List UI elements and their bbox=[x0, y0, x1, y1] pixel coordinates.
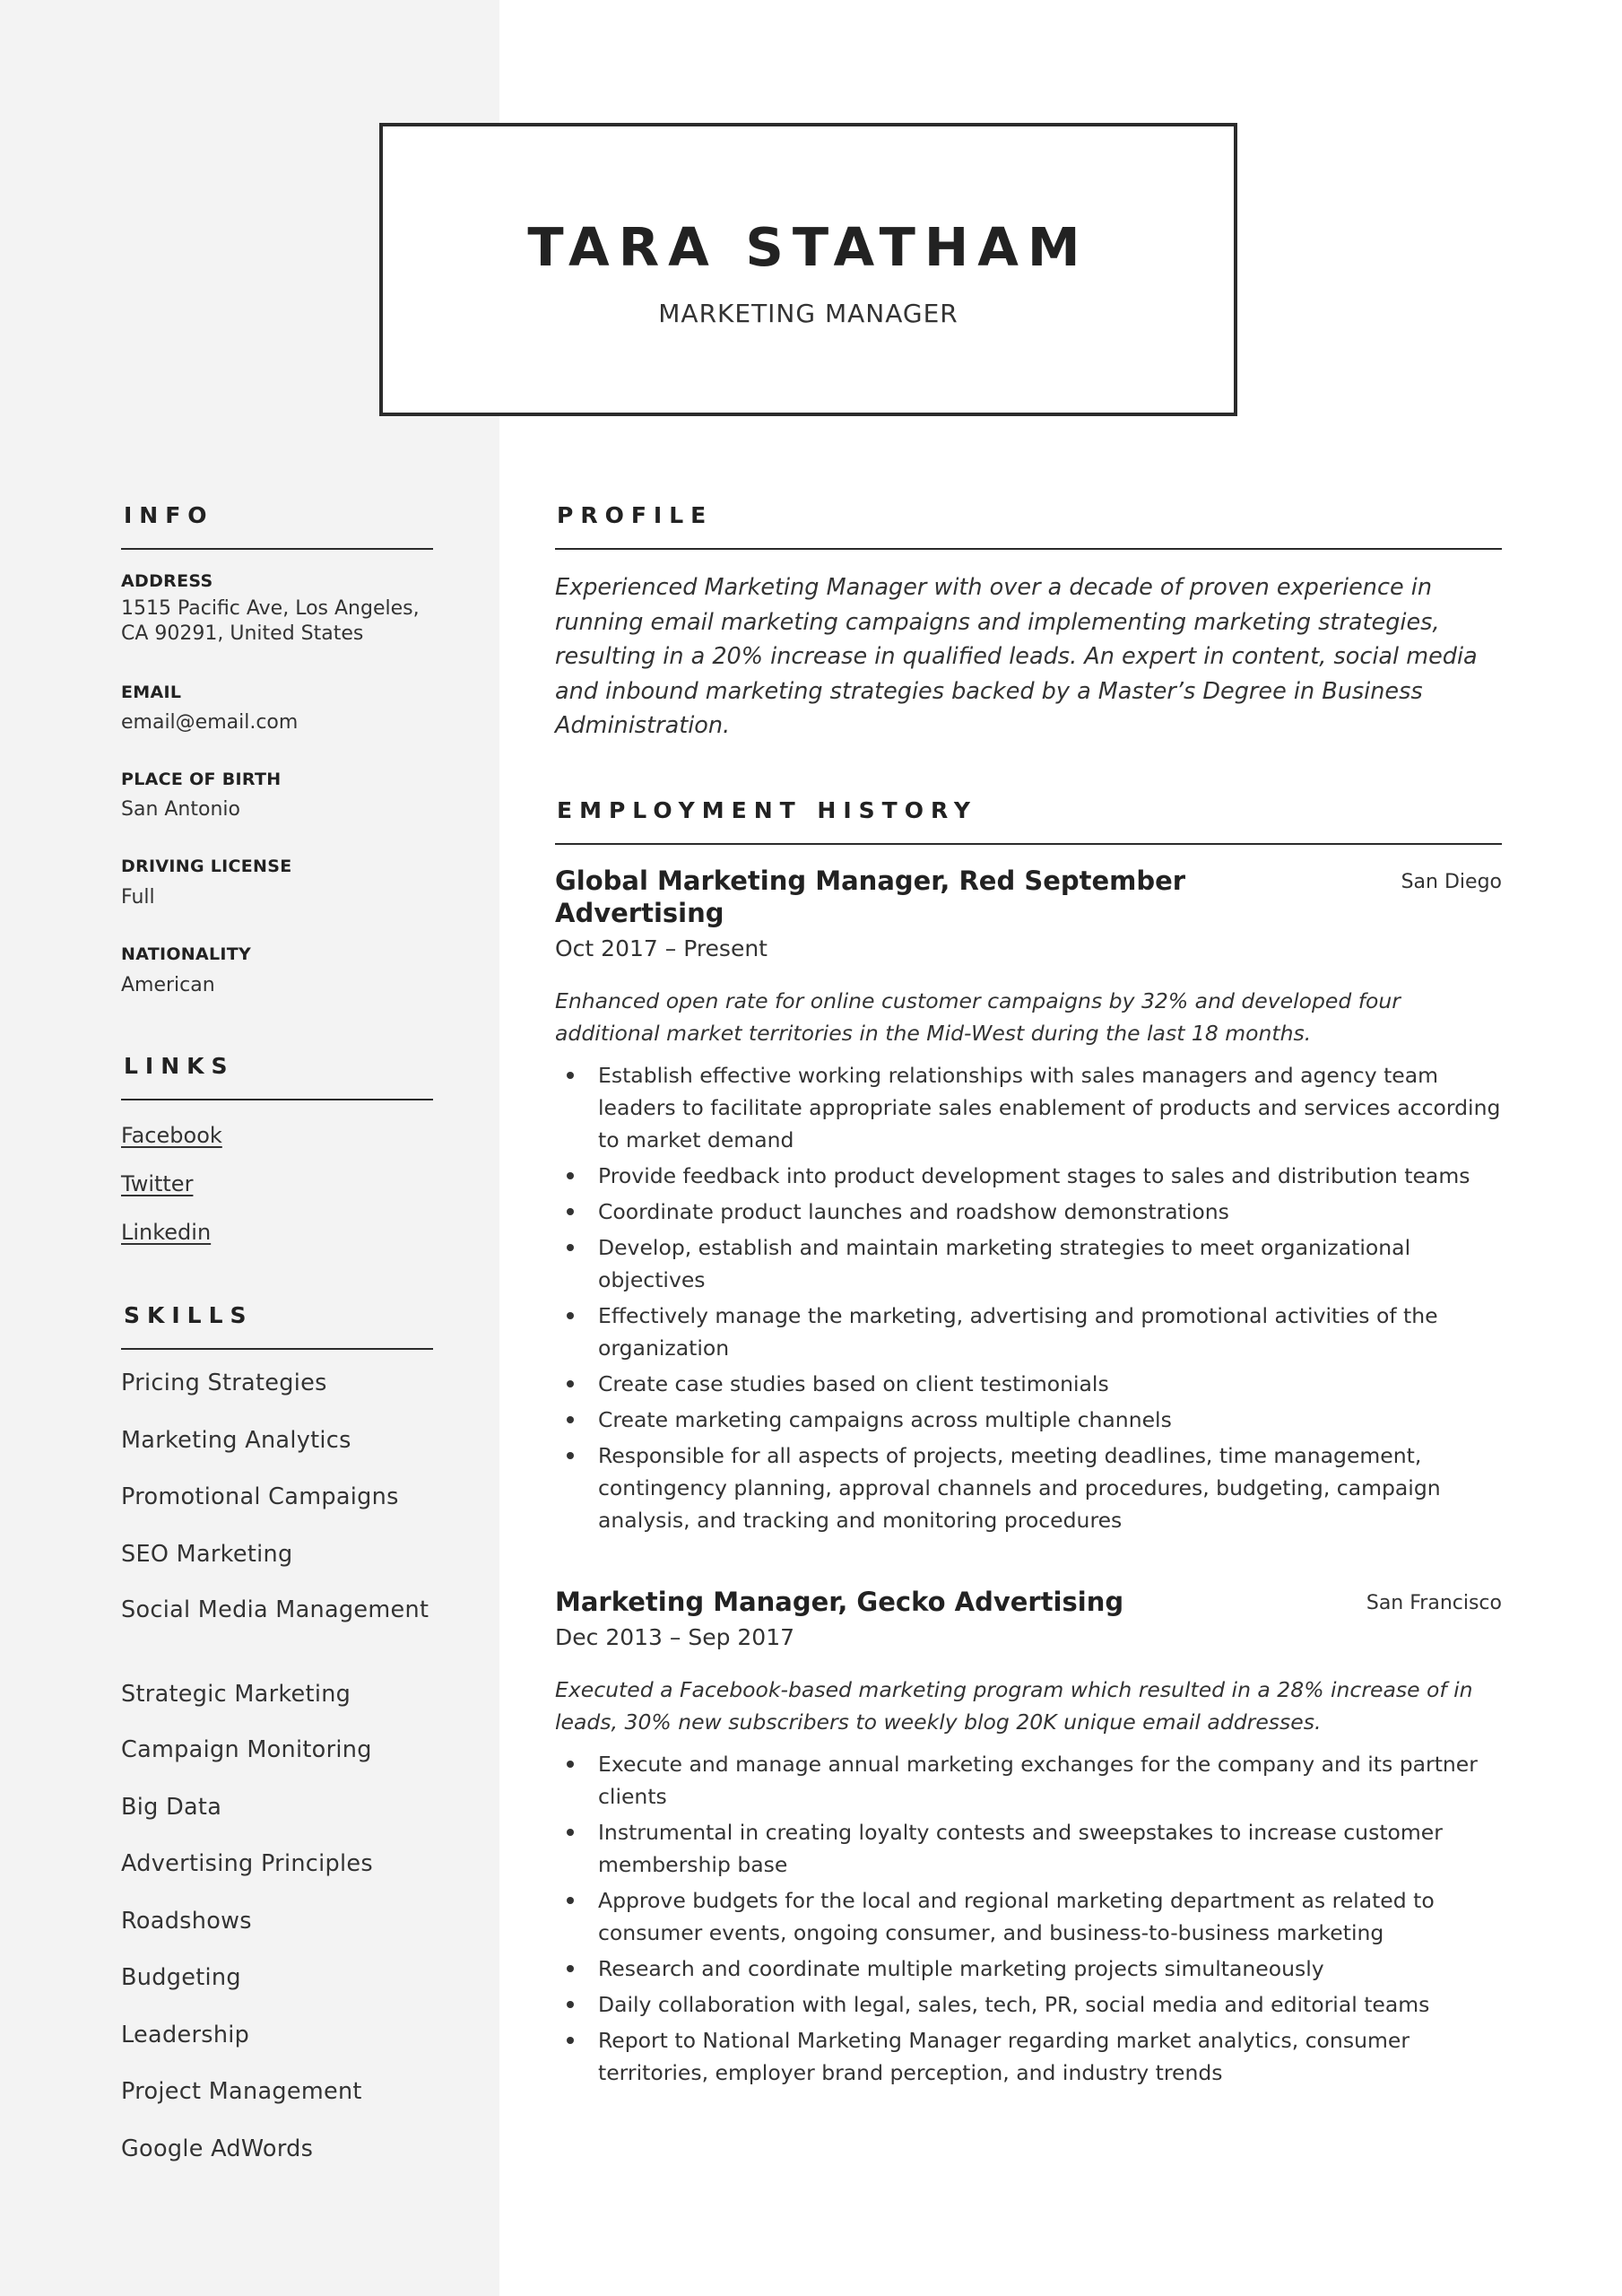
address-label: ADDRESS bbox=[121, 571, 213, 591]
twitter-link[interactable]: Twitter bbox=[121, 1171, 194, 1196]
job-2-summary: Executed a Facebook-based marketing program which resulted in a 28% increase of in leads, 30% new subscribers to weekly blog 20K unique email addresses. bbox=[555, 1677, 1473, 1735]
job-1-summary: Enhanced open rate for online customer campaigns by 32% and developed four additional market territories in the Mid-West during the last 18 months. bbox=[555, 988, 1401, 1046]
bullet-icon bbox=[567, 1208, 574, 1215]
info-heading: INFO bbox=[121, 502, 433, 550]
place-of-birth-label: PLACE OF BIRTH bbox=[121, 770, 282, 789]
bullet-icon bbox=[567, 2001, 574, 2008]
bullet-icon bbox=[567, 1897, 574, 1904]
list-item bbox=[598, 2024, 1502, 2089]
skill-item: Leadership bbox=[121, 2022, 250, 2048]
job-title: MARKETING MANAGER bbox=[658, 299, 958, 328]
bullet-text: Effectively manage the marketing, advertising and promotional activities of the organization bbox=[598, 1303, 1438, 1361]
facebook-link[interactable]: Facebook bbox=[121, 1123, 222, 1148]
job-2-city: San Francisco bbox=[1366, 1592, 1502, 1614]
list-item bbox=[598, 1404, 1502, 1436]
job-1-city: San Diego bbox=[1401, 871, 1502, 893]
skill-item: Promotional Campaigns bbox=[121, 1483, 399, 1510]
place-of-birth-value: San Antonio bbox=[121, 798, 240, 821]
skill-item: Marketing Analytics bbox=[121, 1427, 351, 1454]
list-item bbox=[598, 1952, 1502, 1985]
bullet-text: Approve budgets for the local and regional marketing department as related to consumer events, ongoing consumer, and business-to-business marketing bbox=[598, 1888, 1435, 1945]
email-label: EMAIL bbox=[121, 683, 182, 702]
driving-license-value: Full bbox=[121, 886, 155, 909]
bullet-text: Daily collaboration with legal, sales, tech, PR, social media and editorial teams bbox=[598, 1992, 1430, 2017]
list-item bbox=[598, 1816, 1502, 1881]
bullet-icon bbox=[567, 1416, 574, 1423]
list-item bbox=[598, 1988, 1502, 2021]
bullet-text: Responsible for all aspects of projects, meeting deadlines, time management, contingency planning, approval channels and procedures, budgeting, campaign analysis, and tracking and monitoring procedures bbox=[598, 1443, 1441, 1533]
skill-item: Strategic Marketing bbox=[121, 1681, 351, 1708]
job-2-title: Marketing Manager, Gecko Advertising bbox=[555, 1587, 1124, 1617]
job-1-title: Global Marketing Manager, Red September Advertising bbox=[555, 865, 1186, 928]
email-value: email@email.com bbox=[121, 711, 299, 734]
skill-item: Roadshows bbox=[121, 1908, 252, 1935]
bullet-icon bbox=[567, 1965, 574, 1972]
linkedin-link[interactable]: Linkedin bbox=[121, 1220, 212, 1245]
job-2-bullets bbox=[598, 1748, 1502, 2092]
skill-item: Social Media Management bbox=[121, 1596, 429, 1623]
bullet-text: Establish effective working relationships with sales managers and agency team leaders to facilitate appropriate sales enablement of products and services according to market demand bbox=[598, 1063, 1501, 1152]
bullet-icon bbox=[567, 1380, 574, 1387]
bullet-text: Develop, establish and maintain marketing strategies to meet organizational objectives bbox=[598, 1235, 1411, 1292]
skills-heading: SKILLS bbox=[121, 1302, 433, 1350]
employment-heading: EMPLOYMENT HISTORY bbox=[555, 797, 1502, 845]
bullet-icon bbox=[567, 1829, 574, 1836]
list-item bbox=[598, 1059, 1502, 1156]
bullet-icon bbox=[567, 1452, 574, 1459]
driving-license-label: DRIVING LICENSE bbox=[121, 857, 292, 876]
list-item bbox=[598, 1748, 1502, 1813]
list-item bbox=[598, 1231, 1502, 1296]
skill-item: Project Management bbox=[121, 2078, 362, 2105]
bullet-text: Create marketing campaigns across multiple channels bbox=[598, 1407, 1172, 1432]
skill-item: Big Data bbox=[121, 1794, 222, 1821]
list-item bbox=[598, 1439, 1502, 1536]
links-heading: LINKS bbox=[121, 1053, 433, 1100]
bullet-text: Report to National Marketing Manager regarding market analytics, consumer territories, employer brand perception, and industry trends bbox=[598, 2028, 1409, 2085]
address-value: 1515 Pacific Ave, Los Angeles, CA 90291, United States bbox=[121, 597, 420, 645]
skill-item: Google AdWords bbox=[121, 2135, 314, 2162]
bullet-icon bbox=[567, 1312, 574, 1319]
skill-item: Campaign Monitoring bbox=[121, 1736, 372, 1763]
bullet-icon bbox=[567, 1172, 574, 1179]
skill-item: Advertising Principles bbox=[121, 1850, 373, 1877]
job-1-dates: Oct 2017 – Present bbox=[555, 935, 768, 961]
bullet-icon bbox=[567, 1072, 574, 1079]
bullet-text: Execute and manage annual marketing exchanges for the company and its partner clients bbox=[598, 1752, 1478, 1809]
bullet-icon bbox=[567, 1244, 574, 1251]
bullet-icon bbox=[567, 2037, 574, 2044]
list-item bbox=[598, 1368, 1502, 1400]
profile-text: Experienced Marketing Manager with over a decade of proven experience in running email marketing campaigns and implementing marketing strategies, resulting in a 20% increase in qualified leads. An expert in content, social media and inbound marketing strategies backed by a Master’s Degree in Business Administration. bbox=[555, 574, 1478, 739]
bullet-text: Instrumental in creating loyalty contests and sweepstakes to increase customer membership base bbox=[598, 1820, 1443, 1877]
nationality-value: American bbox=[121, 974, 215, 996]
list-item bbox=[598, 1884, 1502, 1949]
nationality-label: NATIONALITY bbox=[121, 944, 252, 964]
job-2-dates: Dec 2013 – Sep 2017 bbox=[555, 1624, 795, 1650]
bullet-icon bbox=[567, 1761, 574, 1768]
skill-item: Pricing Strategies bbox=[121, 1370, 327, 1396]
list-item bbox=[598, 1196, 1502, 1228]
skill-item: Budgeting bbox=[121, 1964, 241, 1991]
bullet-text: Research and coordinate multiple marketing projects simultaneously bbox=[598, 1956, 1324, 1981]
person-name: TARA STATHAM bbox=[527, 216, 1089, 278]
list-item bbox=[598, 1160, 1502, 1192]
skill-item: SEO Marketing bbox=[121, 1541, 293, 1568]
profile-heading: PROFILE bbox=[555, 502, 1502, 550]
name-header-box bbox=[379, 123, 1237, 416]
bullet-text: Provide feedback into product development stages to sales and distribution teams bbox=[598, 1163, 1470, 1188]
list-item bbox=[598, 1300, 1502, 1364]
job-1-bullets bbox=[598, 1059, 1502, 1540]
bullet-text: Create case studies based on client testimonials bbox=[598, 1371, 1109, 1396]
bullet-text: Coordinate product launches and roadshow demonstrations bbox=[598, 1199, 1229, 1224]
